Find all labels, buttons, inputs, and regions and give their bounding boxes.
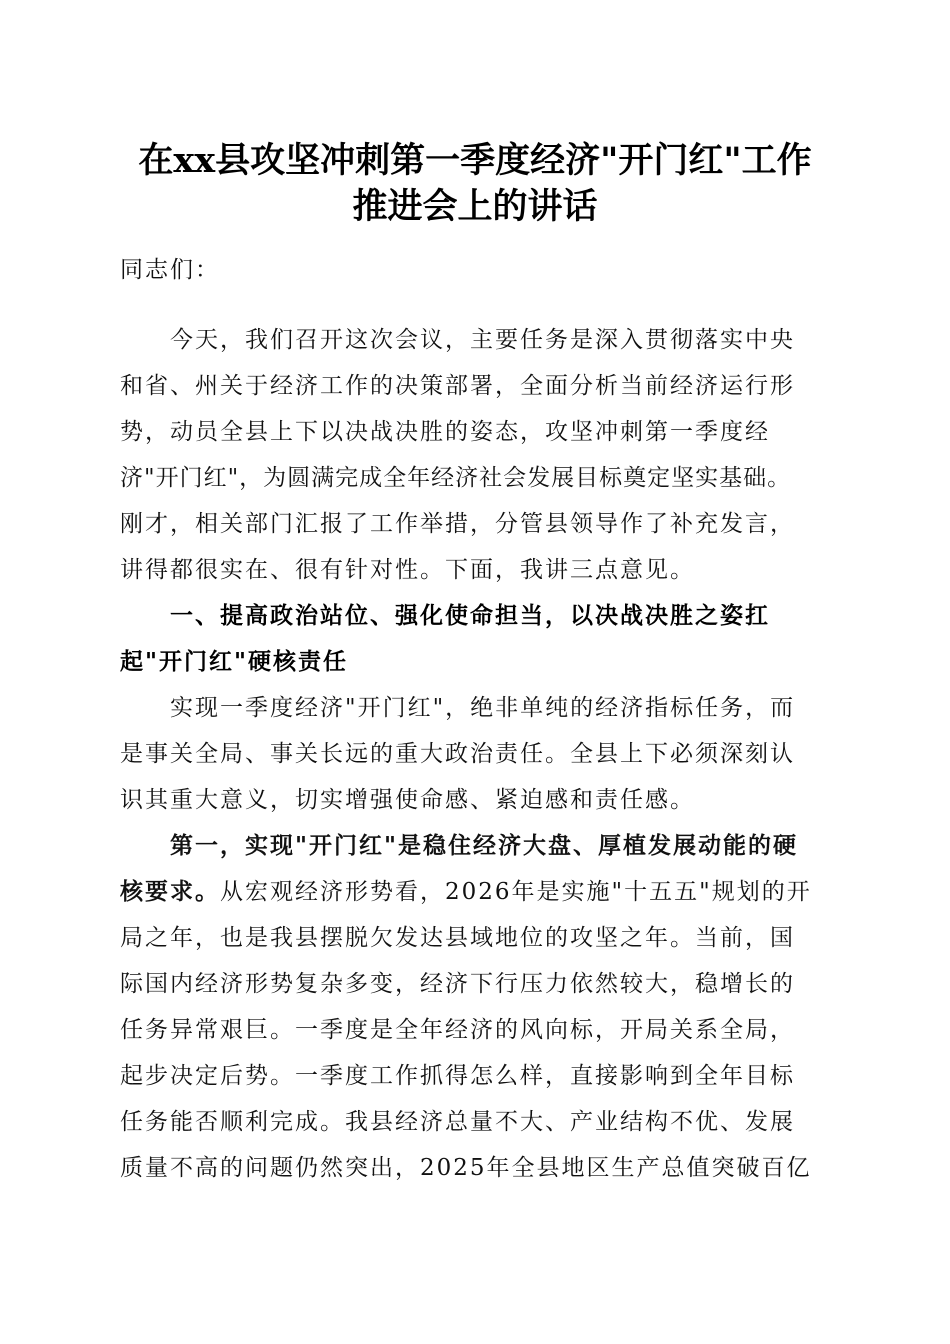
para3-line-5: 任务异常艰巨。一季度是全年经济的风向标，开局关系全局， xyxy=(120,1017,795,1043)
section-heading-1-line-1: 一、提高政治站位、强化使命担当，以决战决胜之姿扛 xyxy=(170,603,770,629)
para3-line-2 xyxy=(120,869,812,915)
para3-bold-line-1: 第一，实现"开门红"是稳住经济大盘、厚植发展动能的硬 xyxy=(170,832,798,859)
intro-line-3: 势，动员全县上下以决战决胜的姿态，攻坚冲刺第一季度经 xyxy=(120,419,770,445)
para2-line-1: 实现一季度经济"开门红"，绝非单纯的经济指标任务，而 xyxy=(170,695,796,721)
document-title-line-2: 推进会上的讲话 xyxy=(352,186,598,227)
para3-line-3: 局之年，也是我县摆脱欠发达县域地位的攻坚之年。当前，国 xyxy=(120,925,795,951)
para3-line-4: 际国内经济形势复杂多变，经济下行压力依然较大，稳增长的 xyxy=(120,971,795,997)
para2-line-2: 是事关全局、事关长远的重大政治责任。全县上下必须深刻认 xyxy=(120,741,795,767)
para3-line-6: 起步决定后势。一季度工作抓得怎么样，直接影响到全年目标 xyxy=(120,1063,795,1089)
para3-bold-line-2: 核要求。 xyxy=(120,878,220,905)
intro-line-2: 和省、州关于经济工作的决策部署，全面分析当前经济运行形 xyxy=(120,373,795,399)
intro-line-5: 刚才，相关部门汇报了工作举措，分管县领导作了补充发言， xyxy=(120,511,795,537)
intro-line-1: 今天，我们召开这次会议，主要任务是深入贯彻落实中央 xyxy=(170,327,795,353)
section-heading-1-line-2: 起"开门红"硬核责任 xyxy=(120,649,348,675)
para3-line-2-rest: 从宏观经济形势看，2026年是实施"十五五"规划的开 xyxy=(220,879,812,905)
para2-line-3: 识其重大意义，切实增强使命感、紧迫感和责任感。 xyxy=(120,787,695,813)
salutation: 同志们： xyxy=(120,257,220,283)
para3-line-8: 质量不高的问题仍然突出，2025年全县地区生产总值突破百亿 xyxy=(120,1155,812,1181)
document-title-line-1: 在xx县攻坚冲刺第一季度经济"开门红"工作 xyxy=(138,140,812,181)
para3-line-7: 任务能否顺利完成。我县经济总量不大、产业结构不优、发展 xyxy=(120,1109,795,1135)
intro-line-4: 济"开门红"，为圆满完成全年经济社会发展目标奠定坚实基础。 xyxy=(120,465,792,491)
intro-line-6: 讲得都很实在、很有针对性。下面，我讲三点意见。 xyxy=(120,557,695,583)
